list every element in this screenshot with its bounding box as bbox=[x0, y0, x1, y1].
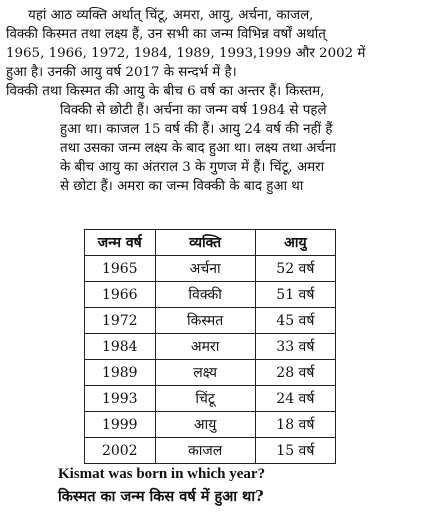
cell-person: अमरा bbox=[155, 334, 255, 360]
cell-year: 2002 bbox=[85, 438, 156, 464]
passage-line-2: विक्की किस्मत तथा लक्ष्य हैं, उन सभी का जन्म विभिन्न वर्षों अर्थात् bbox=[6, 27, 326, 42]
cell-year: 1966 bbox=[85, 282, 156, 308]
table-row bbox=[85, 412, 336, 438]
table-row bbox=[85, 438, 336, 464]
passage-line-3: 1965, 1966, 1972, 1984, 1989, 1993,1999 और 2002 में bbox=[6, 46, 366, 61]
cell-person: चिंटू bbox=[155, 386, 255, 412]
cell-person: विक्की bbox=[155, 282, 255, 308]
cell-year: 1972 bbox=[85, 308, 156, 334]
passage-line-1: यहां आठ व्यक्ति अर्थात् चिंटू, अमरा, आयु, अर्चना, काजल, bbox=[28, 8, 314, 23]
cell-age: 18 वर्ष bbox=[255, 412, 335, 438]
passage-line-6: विक्की से छोटी हैं। अर्चना का जन्म वर्ष 1984 से पहले bbox=[60, 103, 327, 118]
cell-age: 24 वर्ष bbox=[255, 386, 335, 412]
passage-line-5: विक्की तथा किस्मत की आयु के बीच 6 वर्ष का अन्तर हैं। किस्तम, bbox=[6, 84, 325, 99]
table-row bbox=[85, 334, 336, 360]
question-english: Kismat was born in which year? bbox=[58, 466, 266, 482]
cell-year: 1993 bbox=[85, 386, 156, 412]
question-hindi: किस्मत का जन्म किस वर्ष में हुआ था? bbox=[58, 488, 264, 505]
table-row bbox=[85, 282, 336, 308]
header-birth-year: जन्म वर्ष bbox=[85, 230, 156, 256]
cell-year: 1965 bbox=[85, 256, 156, 282]
table-row bbox=[85, 308, 336, 334]
cell-age: 45 वर्ष bbox=[255, 308, 335, 334]
cell-person: किस्मत bbox=[155, 308, 255, 334]
cell-year: 1999 bbox=[85, 412, 156, 438]
cell-age: 51 वर्ष bbox=[255, 282, 335, 308]
passage-line-4: हुआ है। उनकी आयु वर्ष 2017 के सन्दर्भ में है। bbox=[6, 65, 237, 80]
header-person: व्यक्ति bbox=[155, 230, 255, 256]
passage-line-7: हुआ था। काजल 15 वर्ष की हैं। आयु 24 वर्ष की नहीं हैं bbox=[60, 122, 333, 137]
cell-year: 1989 bbox=[85, 360, 156, 386]
cell-age: 15 वर्ष bbox=[255, 438, 335, 464]
passage-line-10: से छोटा हैं। अमरा का जन्म विक्की के बाद हुआ था bbox=[60, 179, 304, 194]
table-row bbox=[85, 386, 336, 412]
header-age: आयु bbox=[255, 230, 335, 256]
cell-year: 1984 bbox=[85, 334, 156, 360]
cell-age: 52 वर्ष bbox=[255, 256, 335, 282]
table-row bbox=[85, 256, 336, 282]
passage-line-9: के बीच आयु का अंतराल 3 के गुणज में हैं। चिंटू, अमरा bbox=[60, 160, 325, 175]
table-header-row bbox=[85, 230, 336, 256]
cell-age: 33 वर्ष bbox=[255, 334, 335, 360]
birth-year-table bbox=[84, 229, 336, 464]
passage-line-8: तथा उसका जन्म लक्ष्य के बाद हुआ था। लक्ष्य तथा अर्चना bbox=[60, 141, 336, 156]
cut-off-next-line bbox=[58, 508, 358, 514]
cell-age: 28 वर्ष bbox=[255, 360, 335, 386]
cell-person: काजल bbox=[155, 438, 255, 464]
cell-person: अर्चना bbox=[155, 256, 255, 282]
cell-person: लक्ष्य bbox=[155, 360, 255, 386]
cell-person: आयु bbox=[155, 412, 255, 438]
table-row bbox=[85, 360, 336, 386]
